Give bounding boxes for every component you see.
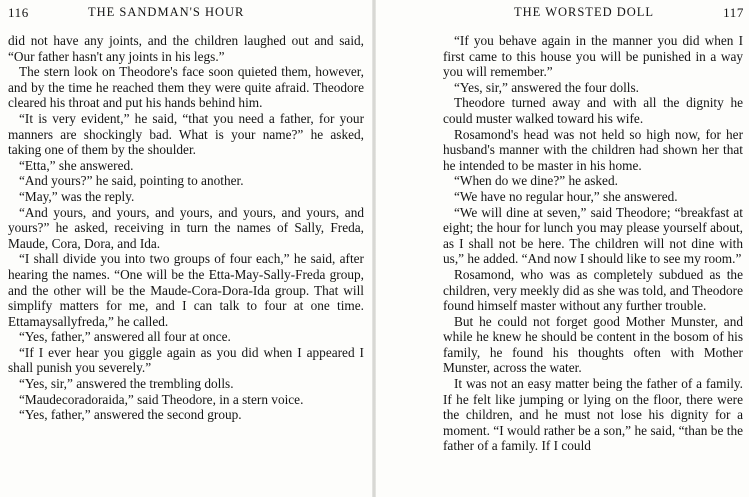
right-running-title: THE WORSTED DOLL xyxy=(514,5,655,19)
left-running-head xyxy=(8,5,370,23)
right-body-text xyxy=(443,33,743,454)
left-page xyxy=(0,0,374,497)
paragraph: did not have any joints, and the children laughed out and said, “Our father hasn't any joints in his legs.” xyxy=(8,33,364,64)
paragraph: “Yes, sir,” answered the trembling dolls. xyxy=(19,376,234,392)
paragraph: “It is very evident,” he said, “that you need a father, for your manners are shockingly bad. What is your name?” he asked, taking one of them by the shoulder. xyxy=(8,110,364,158)
paragraph: But he could not forget good Mother Munster, and while he knew he should be content in the bosom of his family, he found his thoughts often with Mother Munster, across the water. xyxy=(443,313,743,376)
paragraph: “Yes, father,” answered the second group. xyxy=(19,407,242,423)
left-page-number: 116 xyxy=(8,5,29,20)
paragraph: “Maudecoradoraida,” said Theodore, in a stern voice. xyxy=(19,391,304,407)
right-running-head xyxy=(388,5,744,23)
paragraph: Rosamond, who was as completely subdued as the children, very meekly did as she was told, and Theodore found himself master without any further trouble. xyxy=(443,266,743,314)
paragraph: “May,” was the reply. xyxy=(19,188,135,204)
paragraph: Rosamond's head was not held so high now, for her husband's manner with the children had shown her that he intended to be master in his home. xyxy=(443,126,743,173)
paragraph: Theodore turned away and with all the dignity he could muster walked toward his wife. xyxy=(443,95,743,126)
left-body-text xyxy=(8,33,364,423)
paragraph: The stern look on Theodore's face soon quieted them, however, and by the time he reached them they were quite afraid. Theodore cleared his throat and put his hands behind him. xyxy=(8,64,364,111)
paragraph: “When do we dine?” he asked. xyxy=(454,173,618,189)
right-page-number: 117 xyxy=(723,5,744,20)
paragraph: “And yours, and yours, and yours, and yours, and yours, and yours?” he asked, receiving in turn the names of Sally, Freda, Maude, Cora, Dora, and Ida. xyxy=(8,204,364,251)
paragraph: “Etta,” she answered. xyxy=(19,157,134,173)
paragraph: It was not an easy matter being the father of a family. If he felt like jumping or lying on the floor, there were the children, and he must not lose his dignity for a moment. “I would rather be a son,” he said, “than be the father of a family. If I could xyxy=(443,376,743,454)
paragraph: “Yes, sir,” answered the four dolls. xyxy=(454,79,639,95)
right-page xyxy=(374,0,749,497)
paragraph: “We have no regular hour,” she answered. xyxy=(454,188,678,204)
paragraph: “We will dine at seven,” said Theodore; “breakfast at eight; the hour for lunch you may please yourself about, as I shall not be here. The children will not dine with us,” he added. “And now I should like to see my room.” xyxy=(443,204,743,267)
paragraph: “And yours?” he said, pointing to another. xyxy=(19,173,244,189)
paragraph: “I shall divide you into two groups of four each,” he said, after hearing the names. “One will be the Etta-May-Sally-Freda group, and the other will be the Maude-Cora-Dora-Ida group. That will simplify matters for me, and I can talk to four at one time. Ettamaysallyfreda,” he called. xyxy=(8,251,364,329)
paragraph: “If you behave again in the manner you did when I first came to this house you will be punished in a way you will remember.” xyxy=(443,33,743,80)
paragraph: “If I ever hear you giggle again as you did when I appeared I shall punish you severely.” xyxy=(8,344,364,376)
paragraph: “Yes, father,” answered all four at once. xyxy=(19,329,231,345)
left-running-title: THE SANDMAN'S HOUR xyxy=(88,5,245,19)
